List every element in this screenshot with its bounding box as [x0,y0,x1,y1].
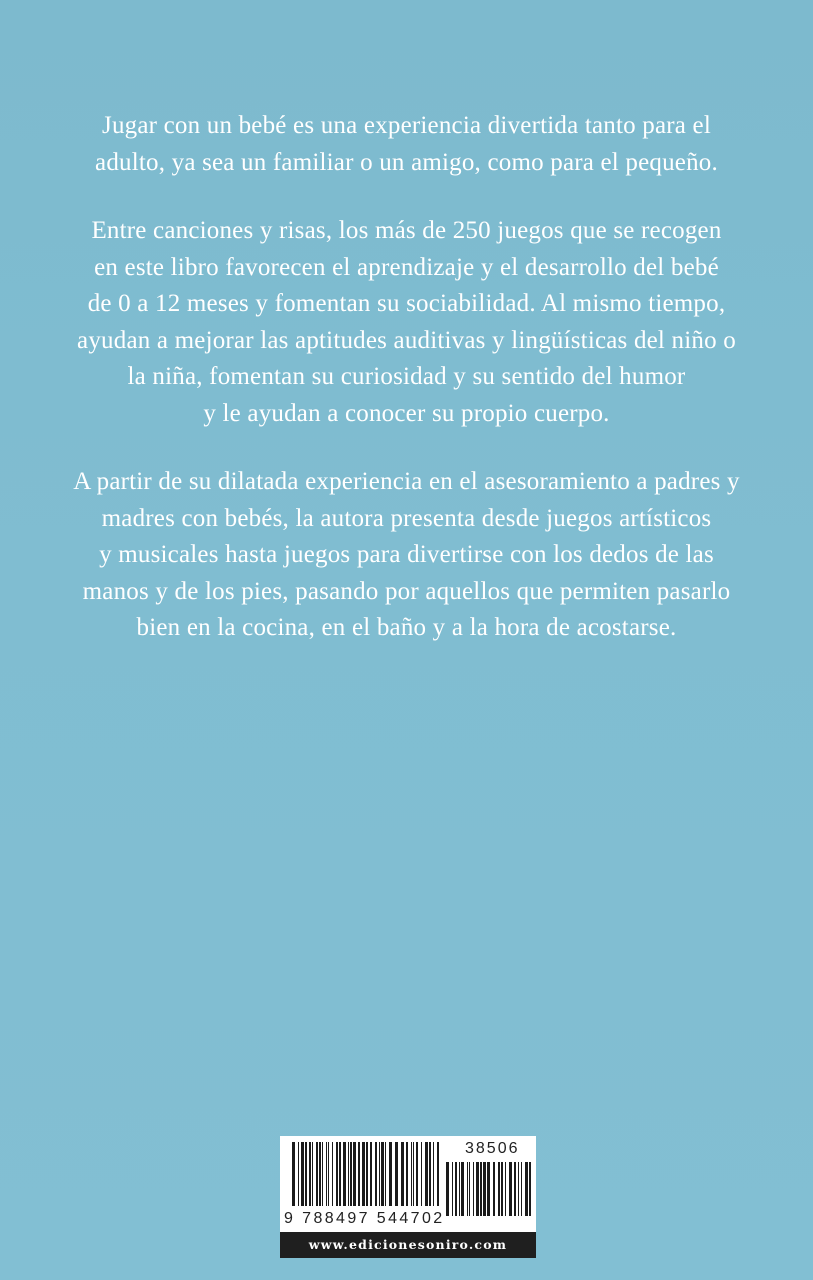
blurb-line: bien en la cocina, en el baño y a la hora de acostarse. [136,614,677,641]
blurb-line: y musicales hasta juegos para divertirse con los dedos de las [99,541,714,568]
isbn-barcode [280,1136,536,1232]
blurb-line: madres con bebés, la autora presenta desde juegos artísticos [101,504,712,532]
isbn-number: 9 788497 544702 [284,1210,445,1227]
blurb-paragraph-2 [60,213,753,432]
blurb-paragraph-1 [60,108,753,181]
publisher-website: www.edicionesoniro.com [280,1232,536,1258]
blurb-line: A partir de su dilatada experiencia en el asesoramiento a padres y [73,468,740,495]
blurb-line: manos y de los pies, pasando por aquellos que permiten pasarlo [82,577,731,605]
blurb-line: de 0 a 12 meses y fomentan su sociabilidad. Al mismo tiempo, [87,290,726,317]
blurb-line: Entre canciones y risas, los más de 250 juegos que se recogen [91,217,722,244]
barcode-addon-number: 38506 [465,1140,520,1157]
blurb-line: y le ayudan a conocer su propio cuerpo. [203,399,610,427]
blurb-line: la niña, fomentan su curiosidad y su sentido del humor [127,363,686,390]
blurb-line: ayudan a mejorar las aptitudes auditivas y lingüísticas del niño o [77,326,736,354]
blurb-line: en este libro favorecen el aprendizaje y el desarrollo del bebé [94,253,719,281]
blurb-line: Jugar con un bebé es una experiencia divertida tanto para el [102,112,711,139]
blurb-line: adulto, ya sea un familiar o un amigo, como para el pequeño. [95,148,718,176]
blurb-paragraph-3 [60,464,753,647]
